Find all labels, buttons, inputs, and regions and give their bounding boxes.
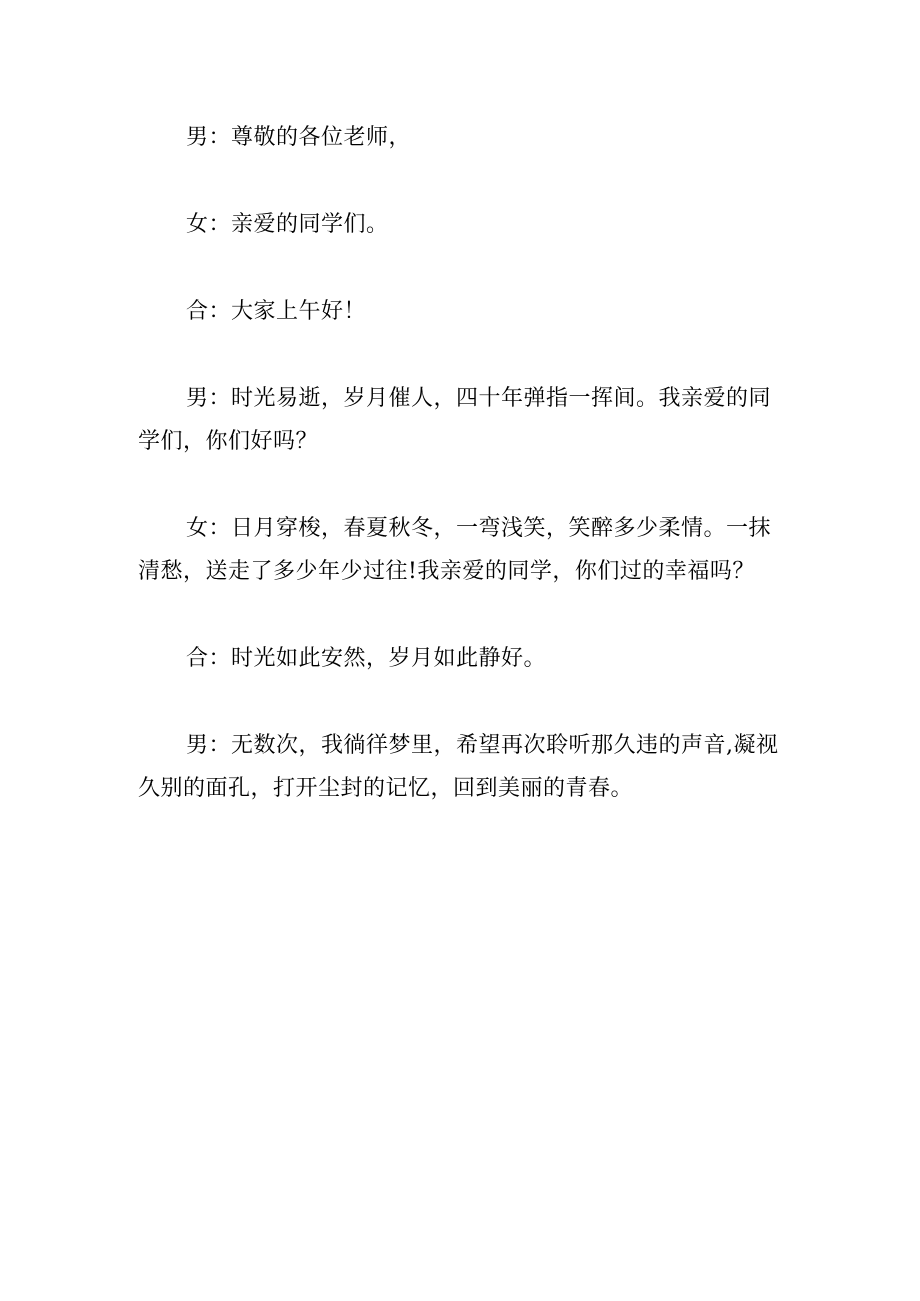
paragraph-male-greeting: 男：尊敬的各位老师， bbox=[186, 125, 412, 150]
paragraph-male-time: 男：时光易逝，岁月催人，四十年弹指一挥间。我亲爱的同学们，你们好吗？ bbox=[138, 386, 772, 454]
paragraph-male-dream: 男：无数次，我徜徉梦里，希望再次聆听那久违的声音,凝视久别的面孔，打开尘封的记忆，回到美丽的青春。 bbox=[138, 733, 779, 801]
script-text bbox=[138, 116, 784, 854]
paragraph-female-seasons: 女：日月穿梭，春夏秋冬，一弯浅笑，笑醉多少柔情。一抹清愁，送走了多少年少过往!我亲爱的同学，你们过的幸福吗？ bbox=[138, 516, 772, 584]
paragraph-female-greeting: 女：亲爱的同学们。 bbox=[186, 212, 389, 237]
paragraph-together-peace: 合：时光如此安然，岁月如此静好。 bbox=[186, 646, 547, 671]
paragraph-together-greeting: 合：大家上午好！ bbox=[186, 299, 367, 324]
